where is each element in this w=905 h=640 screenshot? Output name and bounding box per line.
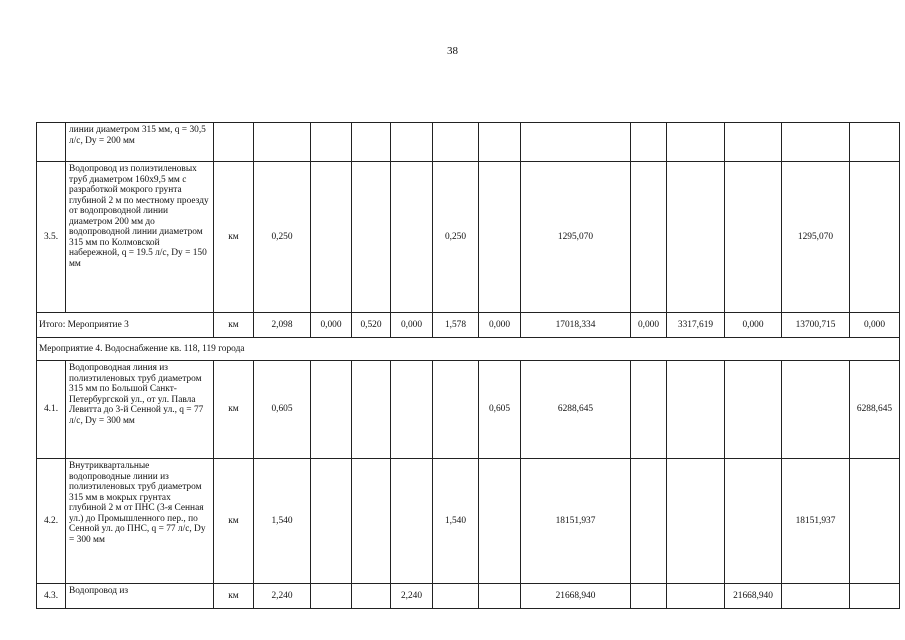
- cell-value: [311, 162, 352, 313]
- cell-value: [631, 361, 667, 459]
- cell-value: [631, 584, 667, 609]
- cell-value: 1,578: [433, 313, 479, 338]
- cell-value: [479, 162, 521, 313]
- page-number: 38: [447, 45, 458, 57]
- cell-value: [850, 162, 900, 313]
- cell-value: 3317,619: [667, 313, 725, 338]
- cell-value: 0,000: [311, 313, 352, 338]
- cell-value: [725, 162, 782, 313]
- cell-value: 6288,645: [521, 361, 631, 459]
- cell-value: [352, 459, 391, 584]
- cell-value: 1,540: [254, 459, 311, 584]
- cell-value: 1,540: [433, 459, 479, 584]
- cell-value: [352, 361, 391, 459]
- row-unit: км: [214, 313, 254, 338]
- row-unit: [214, 123, 254, 162]
- cell-value: [311, 459, 352, 584]
- cell-value: [311, 361, 352, 459]
- cell-value: [850, 123, 900, 162]
- cell-value: [479, 459, 521, 584]
- cell-value: [725, 361, 782, 459]
- table-row: [37, 123, 900, 162]
- cell-value: 0,000: [725, 313, 782, 338]
- cell-value: [725, 123, 782, 162]
- cell-value: [631, 459, 667, 584]
- cell-value: 1295,070: [782, 162, 850, 313]
- row-description: Водопровод из полиэтиленовых труб диаметром 160х9,5 мм с разработкой мокрого грунта глубиной 2 м по местному проезду от водопроводной линии диаметром 200 мм до водопроводной линии диаметром 315 мм по Колмовской набережной, q = 19.5 л/с, Dy = 150 мм: [66, 162, 214, 313]
- cell-value: 21668,940: [725, 584, 782, 609]
- cell-value: [850, 584, 900, 609]
- cell-value: [352, 162, 391, 313]
- cell-value: [521, 123, 631, 162]
- cell-value: 0,000: [391, 313, 433, 338]
- cell-value: 0,605: [479, 361, 521, 459]
- cell-value: [433, 361, 479, 459]
- cell-value: [391, 361, 433, 459]
- cell-value: [667, 459, 725, 584]
- cell-value: 0,250: [254, 162, 311, 313]
- cell-value: [782, 123, 850, 162]
- cell-value: 18151,937: [521, 459, 631, 584]
- row-number: 4.2.: [37, 459, 66, 584]
- cell-value: 18151,937: [782, 459, 850, 584]
- row-unit: км: [214, 459, 254, 584]
- cell-value: [667, 123, 725, 162]
- cell-value: 2,240: [254, 584, 311, 609]
- cell-value: [667, 162, 725, 313]
- total-label: Итого: Мероприятие 3: [37, 313, 214, 338]
- table-row: [37, 361, 900, 459]
- table-row: [37, 162, 900, 313]
- table-row-section: [37, 338, 900, 361]
- row-unit: км: [214, 361, 254, 459]
- table-row-total: [37, 313, 900, 338]
- cell-value: [352, 584, 391, 609]
- cell-value: 0,000: [631, 313, 667, 338]
- cell-value: 1295,070: [521, 162, 631, 313]
- cell-value: [725, 459, 782, 584]
- cell-value: [631, 162, 667, 313]
- cell-value: 0,000: [850, 313, 900, 338]
- row-description: Водопровод из: [66, 584, 214, 609]
- cell-value: 0,000: [479, 313, 521, 338]
- cell-value: 6288,645: [850, 361, 900, 459]
- table-row: [37, 459, 900, 584]
- cell-value: [311, 584, 352, 609]
- cell-value: [479, 123, 521, 162]
- row-unit: км: [214, 584, 254, 609]
- cell-value: [782, 361, 850, 459]
- row-number: [37, 123, 66, 162]
- cell-value: [391, 162, 433, 313]
- cell-value: 0,250: [433, 162, 479, 313]
- cell-value: [667, 361, 725, 459]
- cell-value: 21668,940: [521, 584, 631, 609]
- cell-value: [782, 584, 850, 609]
- cell-value: 0,520: [352, 313, 391, 338]
- cell-value: [631, 123, 667, 162]
- section-title: Мероприятие 4. Водоснабжение кв. 118, 119 города: [37, 338, 900, 361]
- table-row: [37, 584, 900, 609]
- data-table: [36, 122, 900, 609]
- cell-value: 2,240: [391, 584, 433, 609]
- cell-value: 2,098: [254, 313, 311, 338]
- cell-value: [391, 123, 433, 162]
- cell-value: 17018,334: [521, 313, 631, 338]
- cell-value: [479, 584, 521, 609]
- cell-value: 0,605: [254, 361, 311, 459]
- cell-value: [850, 459, 900, 584]
- cell-value: [667, 584, 725, 609]
- row-unit: км: [214, 162, 254, 313]
- cell-value: [311, 123, 352, 162]
- row-number: 4.3.: [37, 584, 66, 609]
- row-description: Водопроводная линия из полиэтиленовых труб диаметром 315 мм по Большой Санкт-Петербургской ул., от ул. Павла Левитта до 3-й Сенной ул., q = 77 л/с, Dy = 300 мм: [66, 361, 214, 459]
- cell-value: [433, 123, 479, 162]
- cell-value: [391, 459, 433, 584]
- row-description: линии диаметром 315 мм, q = 30,5 л/с, Dy = 200 мм: [66, 123, 214, 162]
- row-description: Внутриквартальные водопроводные линии из полиэтиленовых труб диаметром 315 мм в мокрых грунтах глубиной 2 м от ПНС (3-я Сенная ул.) до Промышленного пер., по Сенной ул. до ПНС, q = 77 л/с, Dy = 300 мм: [66, 459, 214, 584]
- row-number: 3.5.: [37, 162, 66, 313]
- cell-value: 13700,715: [782, 313, 850, 338]
- cell-value: [254, 123, 311, 162]
- cell-value: [352, 123, 391, 162]
- cell-value: [433, 584, 479, 609]
- row-number: 4.1.: [37, 361, 66, 459]
